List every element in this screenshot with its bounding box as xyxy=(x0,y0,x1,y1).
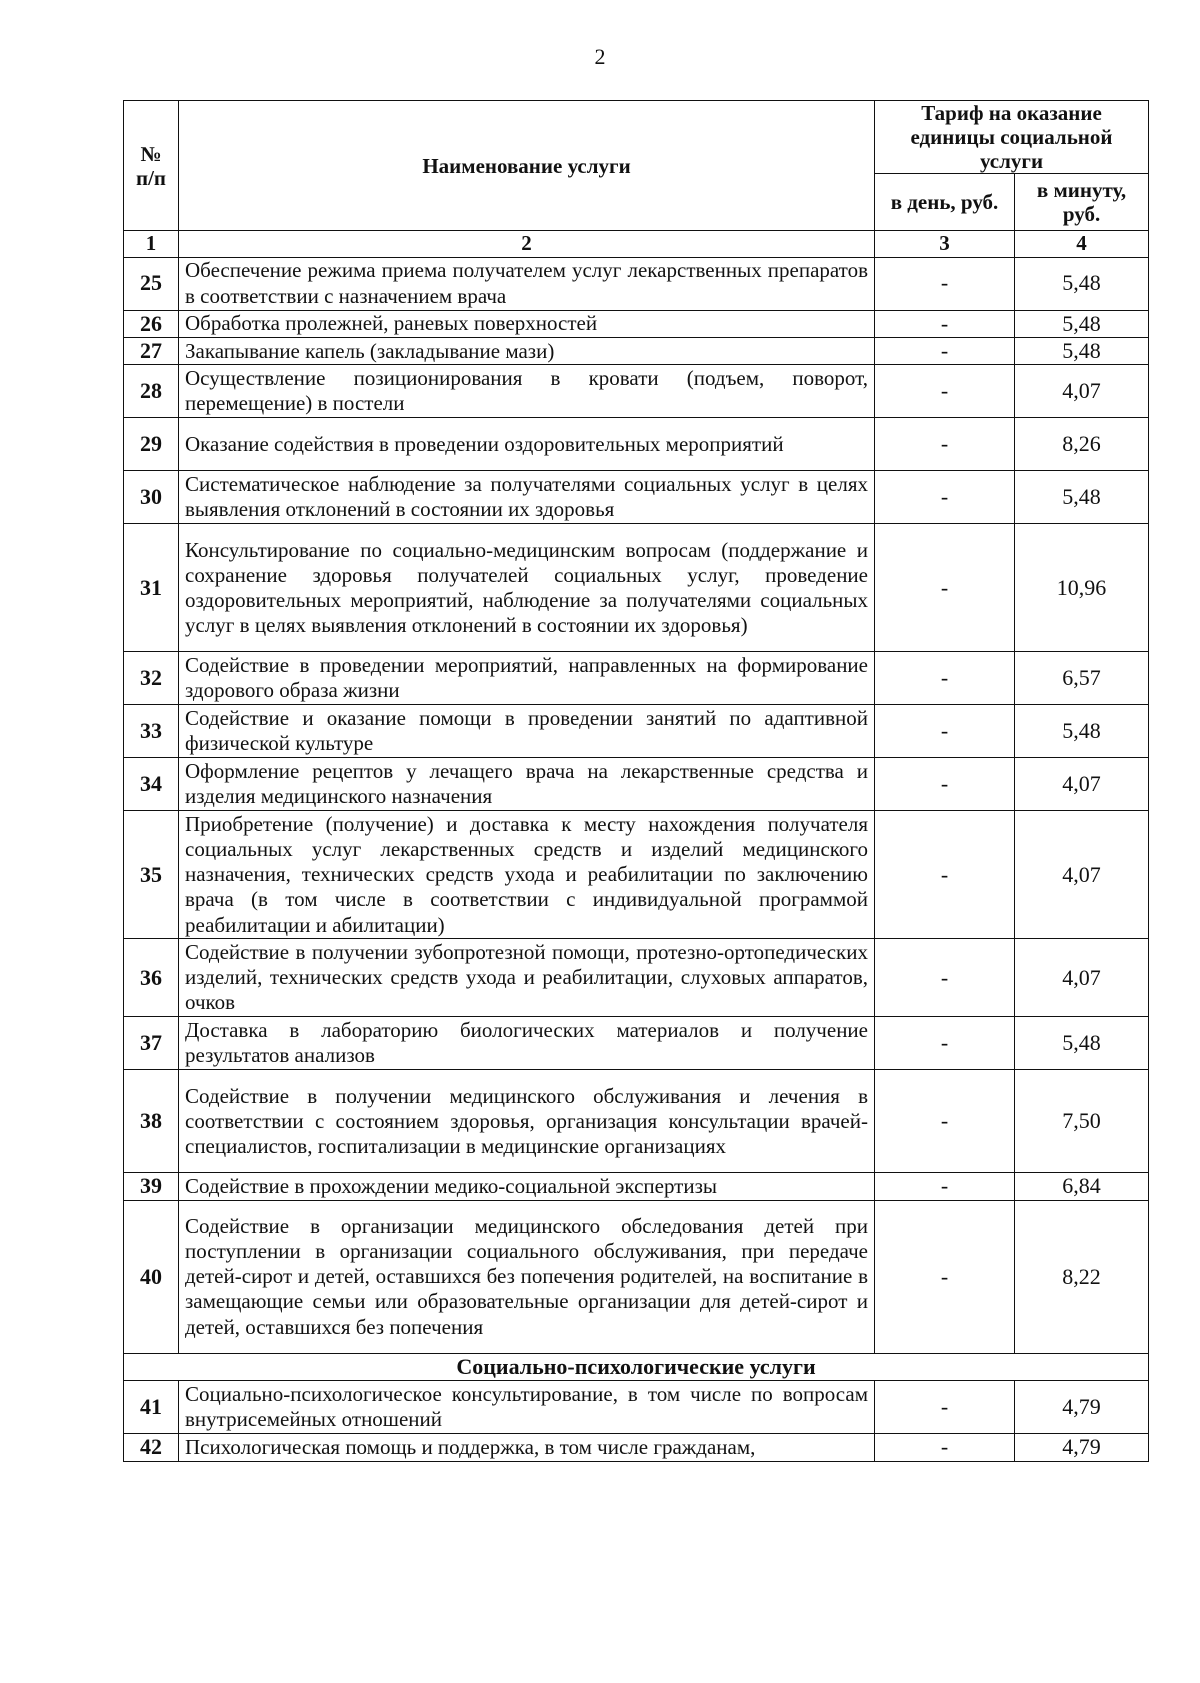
column-index: 3 xyxy=(875,231,1015,257)
table-body-section xyxy=(124,1381,1149,1461)
table-row xyxy=(124,1017,1149,1070)
tariff-per-minute: 4,07 xyxy=(1015,365,1149,418)
table-row xyxy=(124,705,1149,758)
tariff-per-minute: 7,50 xyxy=(1015,1070,1149,1173)
row-number: 38 xyxy=(124,1070,179,1173)
tariff-per-minute: 5,48 xyxy=(1015,1017,1149,1070)
service-name: Систематическое наблюдение за получателями социальных услуг в целях выявления отклонений в состоянии их здоровья xyxy=(179,471,875,524)
row-number: 25 xyxy=(124,257,179,310)
table-row xyxy=(124,365,1149,418)
table-row xyxy=(124,257,1149,310)
tariff-per-minute: 6,84 xyxy=(1015,1173,1149,1200)
table-row xyxy=(124,1434,1149,1461)
tariff-per-day: - xyxy=(875,1200,1015,1353)
tariff-per-day: - xyxy=(875,365,1015,418)
tariff-per-minute: 8,22 xyxy=(1015,1200,1149,1353)
tariff-per-day: - xyxy=(875,758,1015,811)
row-number: 33 xyxy=(124,705,179,758)
row-number: 29 xyxy=(124,418,179,471)
column-index: 1 xyxy=(124,231,179,257)
column-index: 2 xyxy=(179,231,875,257)
table-row xyxy=(124,811,1149,939)
table-row xyxy=(124,652,1149,705)
row-number: 27 xyxy=(124,338,179,365)
row-number: 41 xyxy=(124,1381,179,1434)
tariff-per-day: - xyxy=(875,1173,1015,1200)
column-index-row xyxy=(124,231,1149,257)
row-number: 32 xyxy=(124,652,179,705)
table-row xyxy=(124,1070,1149,1173)
tariff-per-minute: 4,07 xyxy=(1015,939,1149,1017)
header-per-minute: в минуту, руб. xyxy=(1015,174,1149,231)
tariff-per-day: - xyxy=(875,418,1015,471)
page-number: 2 xyxy=(594,44,606,69)
header-num: № п/п xyxy=(124,101,179,231)
row-number: 30 xyxy=(124,471,179,524)
tariff-table xyxy=(123,100,1149,1462)
service-name: Содействие в получении зубопротезной помощи, протезно-ортопедических изделий, технических средств ухода и реабилитации, слуховых аппаратов, очков xyxy=(179,939,875,1017)
service-name: Обработка пролежней, раневых поверхностей xyxy=(179,310,875,337)
tariff-per-day: - xyxy=(875,1070,1015,1173)
table-row xyxy=(124,758,1149,811)
row-number: 28 xyxy=(124,365,179,418)
tariff-per-minute: 4,79 xyxy=(1015,1434,1149,1461)
service-name: Содействие в прохождении медико-социальной экспертизы xyxy=(179,1173,875,1200)
table-row xyxy=(124,418,1149,471)
tariff-per-day: - xyxy=(875,939,1015,1017)
tariff-per-minute: 8,26 xyxy=(1015,418,1149,471)
header-tariff-group: Тариф на оказание единицы социальной услуги xyxy=(875,101,1149,174)
tariff-per-minute: 4,79 xyxy=(1015,1381,1149,1434)
service-name: Содействие и оказание помощи в проведении занятий по адаптивной физической культуре xyxy=(179,705,875,758)
row-number: 34 xyxy=(124,758,179,811)
service-name: Психологическая помощь и поддержка, в том числе гражданам, xyxy=(179,1434,875,1461)
service-name: Консультирование по социально-медицинским вопросам (поддержание и сохранение здоровья получателей социальных услуг, проведение оздоровительных мероприятий, наблюдение за получателями социальных услуг в целях выявления отклонений в состоянии их здоровья) xyxy=(179,524,875,652)
tariff-per-minute: 5,48 xyxy=(1015,338,1149,365)
service-name: Содействие в проведении мероприятий, направленных на формирование здорового образа жизни xyxy=(179,652,875,705)
tariff-per-day: - xyxy=(875,705,1015,758)
tariff-per-day: - xyxy=(875,471,1015,524)
tariff-per-minute: 5,48 xyxy=(1015,705,1149,758)
table-row xyxy=(124,1381,1149,1434)
header-service-name: Наименование услуги xyxy=(179,101,875,231)
service-name: Содействие в получении медицинского обслуживания и лечения в соответствии с состоянием здоровья, организация консультации врачей-специалистов, госпитализации в медицинские организациях xyxy=(179,1070,875,1173)
row-number: 36 xyxy=(124,939,179,1017)
section-title: Социально-психологические услуги xyxy=(124,1353,1149,1380)
row-number: 31 xyxy=(124,524,179,652)
row-number: 35 xyxy=(124,811,179,939)
tariff-per-day: - xyxy=(875,524,1015,652)
table-row xyxy=(124,1173,1149,1200)
tariff-per-day: - xyxy=(875,1017,1015,1070)
tariff-per-day: - xyxy=(875,1381,1015,1434)
service-name: Осуществление позиционирования в кровати (подъем, поворот, перемещение) в постели xyxy=(179,365,875,418)
section-row xyxy=(124,1353,1149,1380)
table-row xyxy=(124,1200,1149,1353)
table-row xyxy=(124,338,1149,365)
tariff-per-day: - xyxy=(875,811,1015,939)
row-number: 42 xyxy=(124,1434,179,1461)
table-row xyxy=(124,471,1149,524)
table-row xyxy=(124,310,1149,337)
tariff-per-minute: 10,96 xyxy=(1015,524,1149,652)
tariff-per-day: - xyxy=(875,1434,1015,1461)
service-name: Оформление рецептов у лечащего врача на лекарственные средства и изделия медицинского назначения xyxy=(179,758,875,811)
tariff-per-day: - xyxy=(875,338,1015,365)
row-number: 26 xyxy=(124,310,179,337)
service-name: Приобретение (получение) и доставка к месту нахождения получателя социальных услуг лекарственных средств и изделий медицинского назначения, технических средств ухода и реабилитации по заключению врача (в том числе в соответствии с индивидуальной программой реабилитации и абилитации) xyxy=(179,811,875,939)
table-row xyxy=(124,524,1149,652)
header-per-day: в день, руб. xyxy=(875,174,1015,231)
service-name: Обеспечение режима приема получателем услуг лекарственных препаратов в соответствии с назначением врача xyxy=(179,257,875,310)
service-name: Закапывание капель (закладывание мази) xyxy=(179,338,875,365)
tariff-per-minute: 6,57 xyxy=(1015,652,1149,705)
tariff-per-day: - xyxy=(875,652,1015,705)
tariff-per-day: - xyxy=(875,257,1015,310)
tariff-per-day: - xyxy=(875,310,1015,337)
service-name: Содействие в организации медицинского обследования детей при поступлении в организации социального обслуживания, при передаче детей-сирот и детей, оставшихся без попечения родителей, на воспитание в замещающие семьи или образовательные организации для детей-сирот и детей, оставшихся без попечения xyxy=(179,1200,875,1353)
row-number: 40 xyxy=(124,1200,179,1353)
row-number: 39 xyxy=(124,1173,179,1200)
table-row xyxy=(124,939,1149,1017)
column-index: 4 xyxy=(1015,231,1149,257)
row-number: 37 xyxy=(124,1017,179,1070)
tariff-per-minute: 4,07 xyxy=(1015,758,1149,811)
tariff-per-minute: 5,48 xyxy=(1015,257,1149,310)
table-body xyxy=(124,257,1149,1353)
tariff-per-minute: 5,48 xyxy=(1015,471,1149,524)
tariff-per-minute: 4,07 xyxy=(1015,811,1149,939)
section xyxy=(124,1353,1149,1380)
service-name: Доставка в лабораторию биологических материалов и получение результатов анализов xyxy=(179,1017,875,1070)
tariff-per-minute: 5,48 xyxy=(1015,310,1149,337)
service-name: Социально-психологическое консультирование, в том числе по вопросам внутрисемейных отношений xyxy=(179,1381,875,1434)
service-name: Оказание содействия в проведении оздоровительных мероприятий xyxy=(179,418,875,471)
table-header xyxy=(124,101,1149,258)
